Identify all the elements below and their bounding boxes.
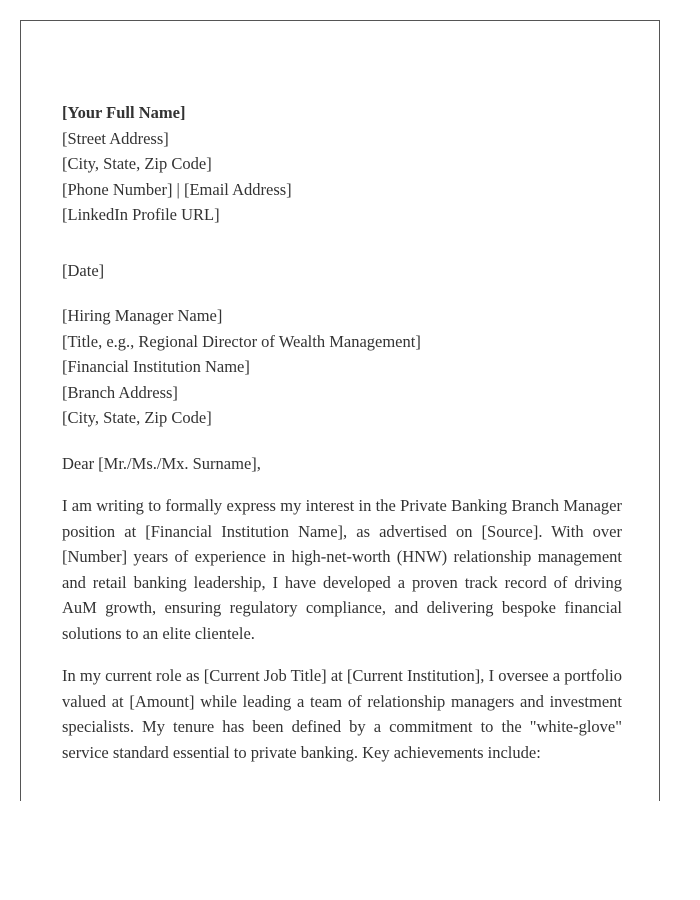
sender-street: [Street Address] — [62, 128, 169, 148]
sender-block — [62, 100, 622, 228]
sender-linkedin: [LinkedIn Profile URL] — [62, 205, 220, 224]
letter-page — [20, 20, 660, 801]
sender-contact: [Phone Number] | [Email Address] — [62, 179, 292, 199]
body-paragraph: I am writing to formally express my interest in the Private Banking Branch Manager position at [Financial Institution Name], as advertised on [Source]. With over [Number] years of experience in high-net-worth (HNW) relationship management and retail banking leadership, I have developed a proven track record of driving AuM growth, ensuring regulatory compliance, and delivering bespoke financial solutions to an elite clientele. — [62, 496, 622, 643]
recipient-manager: [Hiring Manager Name] — [62, 306, 223, 325]
recipient-block — [62, 303, 622, 431]
body-paragraph: In my current role as [Current Job Title] at [Current Institution], I oversee a portfolio valued at [Amount] while leading a team of relationship managers and investment specialists. My tenure has been defined by a commitment to the "white-glove" service standard essential to private banking. Key achievements include: — [62, 666, 622, 762]
sender-name: [Your Full Name] — [62, 103, 186, 122]
recipient-institution: [Financial Institution Name] — [62, 357, 250, 376]
salutation: Dear [Mr./Ms./Mx. Surname], — [62, 453, 261, 473]
recipient-city: [City, State, Zip Code] — [62, 408, 212, 427]
sender-city: [City, State, Zip Code] — [62, 154, 212, 173]
letter-content — [62, 100, 622, 765]
recipient-title: [Title, e.g., Regional Director of Wealth Management] — [62, 331, 421, 351]
letter-date: [Date] — [62, 260, 105, 280]
recipient-branch: [Branch Address] — [62, 382, 178, 402]
